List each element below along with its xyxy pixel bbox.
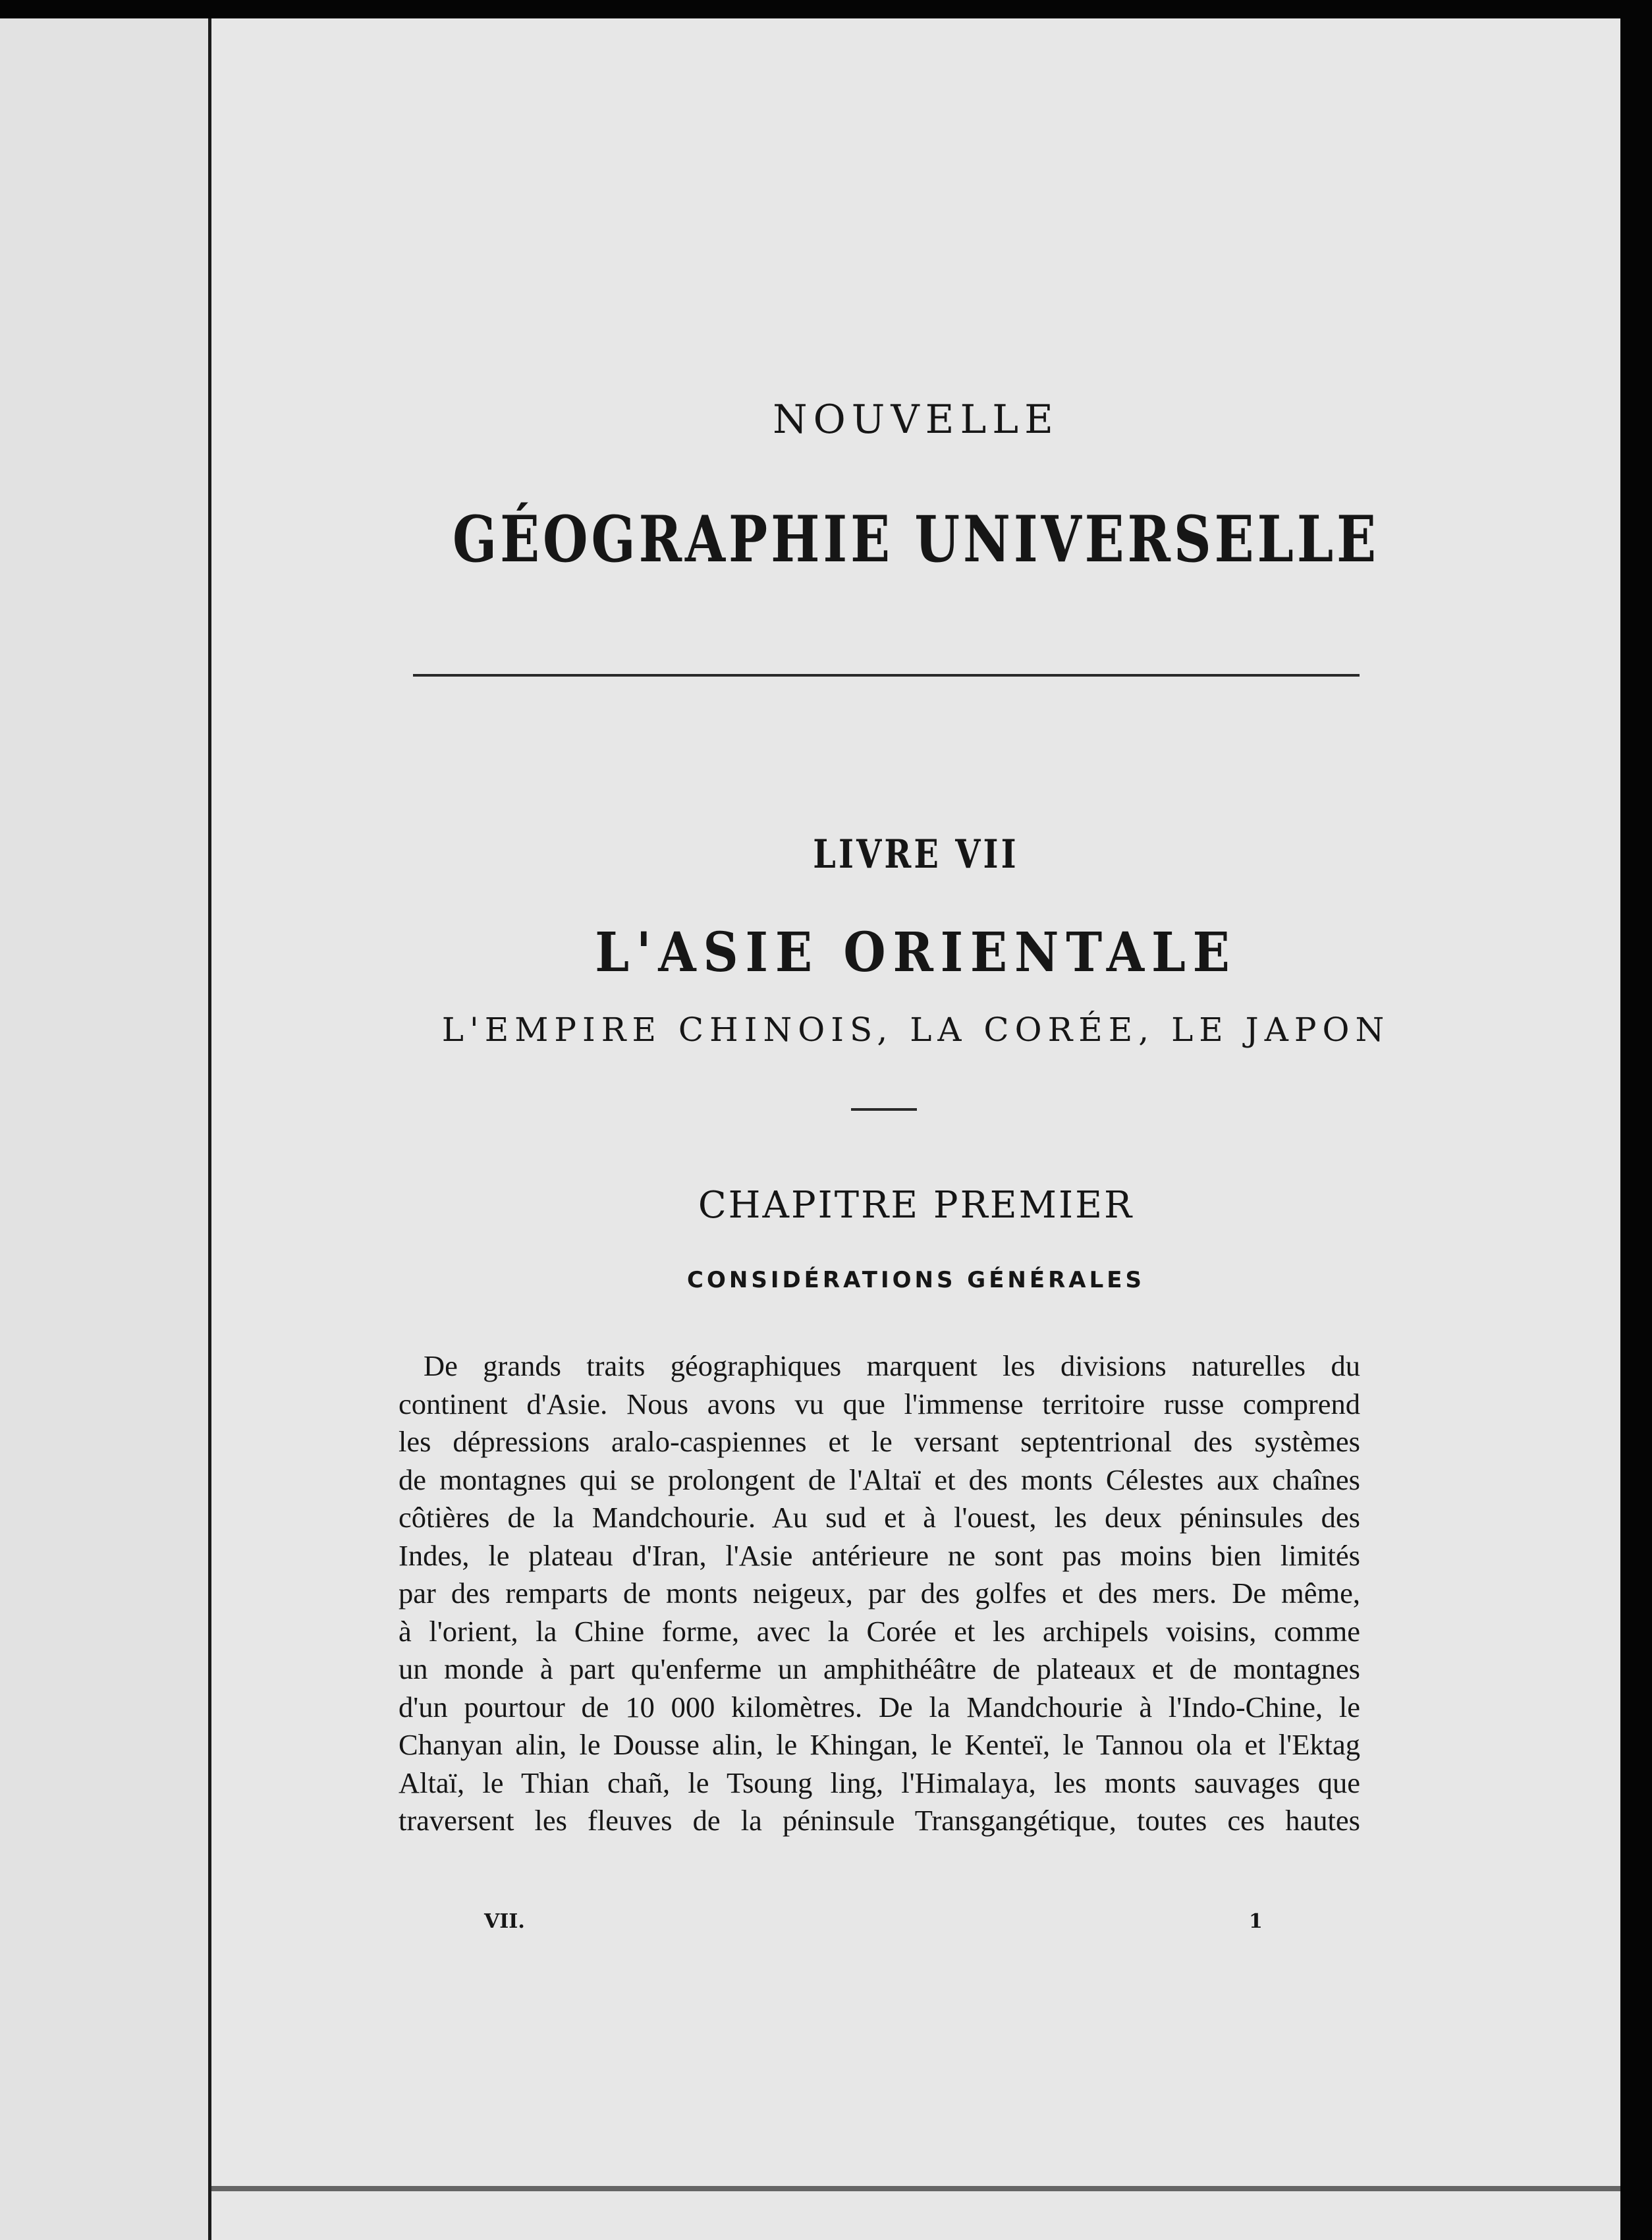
body-line: les dépressions aralo-caspiennes et le versant septentrional des systèmes [399,1425,1360,1458]
body-line: côtières de la Mandchourie. Au sud et à l'ouest, les deux péninsules des [399,1501,1360,1534]
body-line: un monde à part qu'enferme un amphithéâtre de plateaux et de montagnes [399,1652,1360,1685]
body-paragraph [399,1347,1360,1840]
scan-border-right [1620,0,1652,2240]
section-divider [851,1108,917,1111]
title-divider [413,674,1360,677]
body-line: d'un pourtour de 10 000 kilomètres. De la Mandchourie à l'Indo-Chine, le [399,1690,1360,1723]
chapter-label: CHAPITRE PREMIER [698,1184,1134,1227]
page [211,18,1620,2240]
page-number: 1 [1249,1910,1263,1933]
series-label: NOUVELLE [773,397,1059,443]
scan-border-top [0,0,1652,18]
body-line: par des remparts de monts neigeux, par des golfes et des mers. De même, [399,1577,1360,1610]
book-subtitle: L'EMPIRE CHINOIS, LA CORÉE, LE JAPON [441,1011,1390,1049]
body-line: De grands traits géographiques marquent les divisions naturelles du [424,1349,1360,1382]
book-label: LIVRE VII [813,831,1019,878]
body-line: de montagnes qui se prolongent de l'Altaï et des monts Célestes aux chaînes [399,1463,1360,1496]
body-line: continent d'Asie. Nous avons vu que l'immense territoire russe comprend [399,1387,1360,1420]
facing-page-edge [0,18,209,2240]
signature-mark: VII. [484,1910,525,1933]
body-line: à l'orient, la Chine forme, avec la Corée et les archipels voisins, comme [399,1614,1360,1648]
page-bottom-edge [211,2186,1620,2191]
chapter-title: CONSIDÉRATIONS GÉNÉRALES [687,1267,1145,1293]
body-line: Altaï, le Thian chañ, le Tsoung ling, l'Himalaya, les monts sauvages que [399,1766,1360,1799]
body-line: traversent les fleuves de la péninsule Transgangétique, toutes ces hautes [399,1804,1360,1837]
book-title: L'ASIE ORIENTALE [595,921,1237,984]
body-line: Indes, le plateau d'Iran, l'Asie antérieure ne sont pas moins bien limités [399,1538,1360,1572]
main-title: GÉOGRAPHIE UNIVERSELLE [452,502,1380,576]
body-line: Chanyan alin, le Dousse alin, le Khingan, le Kenteï, le Tannou ola et l'Ektag [399,1728,1360,1761]
